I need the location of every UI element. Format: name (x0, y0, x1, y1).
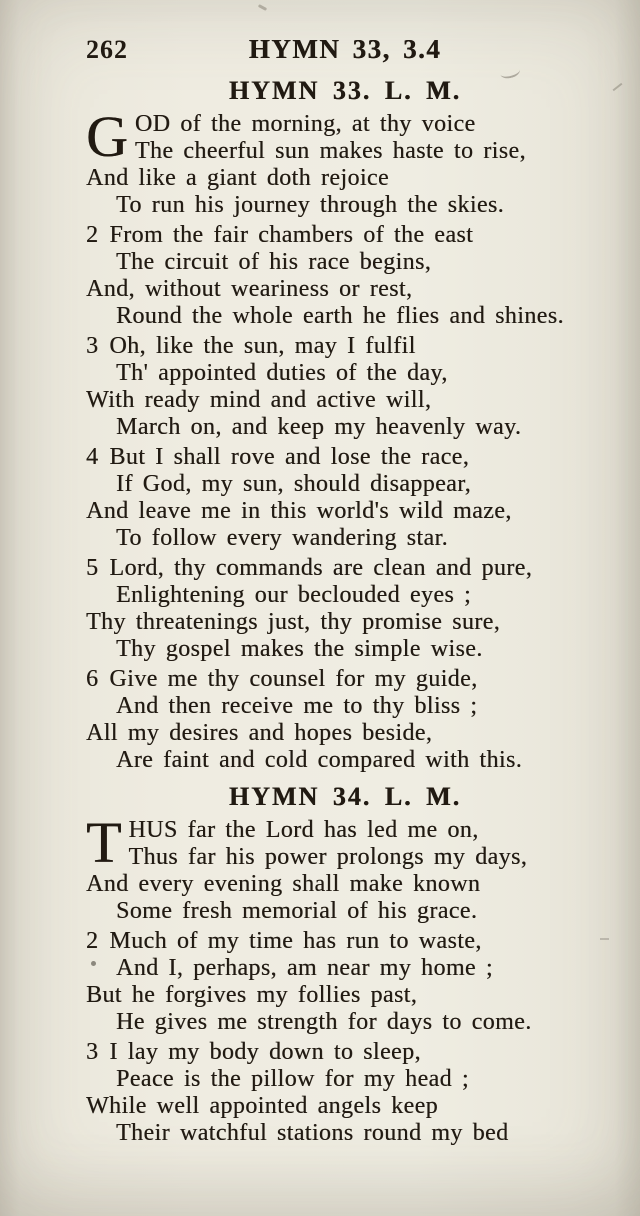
verse (86, 555, 604, 663)
verse-number: 4 (86, 444, 99, 470)
verse (86, 444, 604, 552)
verse-line: But he forgives my follies past, (86, 982, 418, 1008)
verse-line: Thus far his power prolongs my days, (128, 844, 528, 870)
hymn-title: HYMN 34. L. M. (228, 782, 462, 811)
hymn-section (86, 76, 604, 774)
hymn-section (86, 782, 604, 1147)
verse-line: The circuit of his race begins, (116, 249, 432, 275)
verse-line: With ready mind and active will, (86, 387, 432, 413)
verse-line: OD of the morning, at thy voice (134, 111, 476, 137)
verse-line: 3 I lay my body down to sleep, (86, 1039, 421, 1065)
verse-line: Peace is the pillow for my head ; (116, 1066, 469, 1092)
verse-line: He gives me strength for days to come. (116, 1009, 532, 1035)
verse (86, 222, 604, 330)
verse-line: If God, my sun, should disappear, (116, 471, 472, 497)
verse-number: 2 (86, 222, 99, 248)
running-title: HYMN 33, 3.4 (248, 34, 442, 64)
verse-number: 2 (86, 928, 99, 954)
verse-line: 3 Oh, like the sun, may I fulfil (86, 333, 416, 359)
verse-line: And leave me in this world's wild maze, (86, 498, 512, 524)
verse-line: And I, perhaps, am near my home ; (116, 955, 493, 981)
verse-line: 2 From the fair chambers of the east (86, 222, 474, 248)
verse-line: All my desires and hopes beside, (86, 720, 433, 746)
verse (86, 1039, 604, 1147)
verse-line: Are faint and cold compared with this. (116, 747, 523, 773)
verse-line: And like a giant doth rejoice (86, 165, 390, 191)
verse-number: 6 (86, 666, 99, 692)
verse-line: And then receive me to thy bliss ; (116, 693, 478, 719)
verse-number: 3 (86, 1039, 99, 1065)
verse-number: 5 (86, 555, 99, 581)
verse-line: Thy gospel makes the simple wise. (116, 636, 483, 662)
verse-line: To run his journey through the skies. (116, 192, 505, 218)
verse-line: 2 Much of my time has run to waste, (86, 928, 482, 954)
verse (86, 333, 604, 441)
verse-line: Th' appointed duties of the day, (116, 360, 448, 386)
verse-line: And every evening shall make known (86, 871, 481, 897)
verse (86, 810, 604, 925)
drop-cap-letter: T (86, 810, 122, 875)
verse-line: And, without weariness or rest, (86, 276, 413, 302)
verse-line: While well appointed angels keep (86, 1093, 439, 1119)
verse-line: Some fresh memorial of his grace. (116, 898, 478, 924)
verse (86, 928, 604, 1036)
verse-line: Their watchful stations round my bed (116, 1120, 509, 1146)
hymn-list (86, 76, 604, 1147)
verse-line: 6 Give me thy counsel for my guide, (86, 666, 478, 692)
hymn-title: HYMN 33. L. M. (228, 76, 462, 105)
verse (86, 666, 604, 774)
verse-line: Thy threatenings just, thy promise sure, (86, 609, 501, 635)
verse-line: The cheerful sun makes haste to rise, (134, 138, 526, 164)
verse-number: 3 (86, 333, 99, 359)
drop-cap-letter: G (86, 104, 128, 169)
verse-line: 5 Lord, thy commands are clean and pure, (86, 555, 533, 581)
verse-line: Round the whole earth he flies and shines. (116, 303, 564, 329)
verse-line: To follow every wandering star. (116, 525, 448, 551)
page-header (86, 34, 604, 68)
verse-line: 4 But I shall rove and lose the race, (86, 444, 470, 470)
verse-line: Enlightening our beclouded eyes ; (116, 582, 472, 608)
verse-line: March on, and keep my heavenly way. (116, 414, 522, 440)
page-number: 262 (86, 35, 128, 64)
verse-line: HUS far the Lord has led me on, (128, 817, 479, 843)
verse (86, 104, 604, 219)
